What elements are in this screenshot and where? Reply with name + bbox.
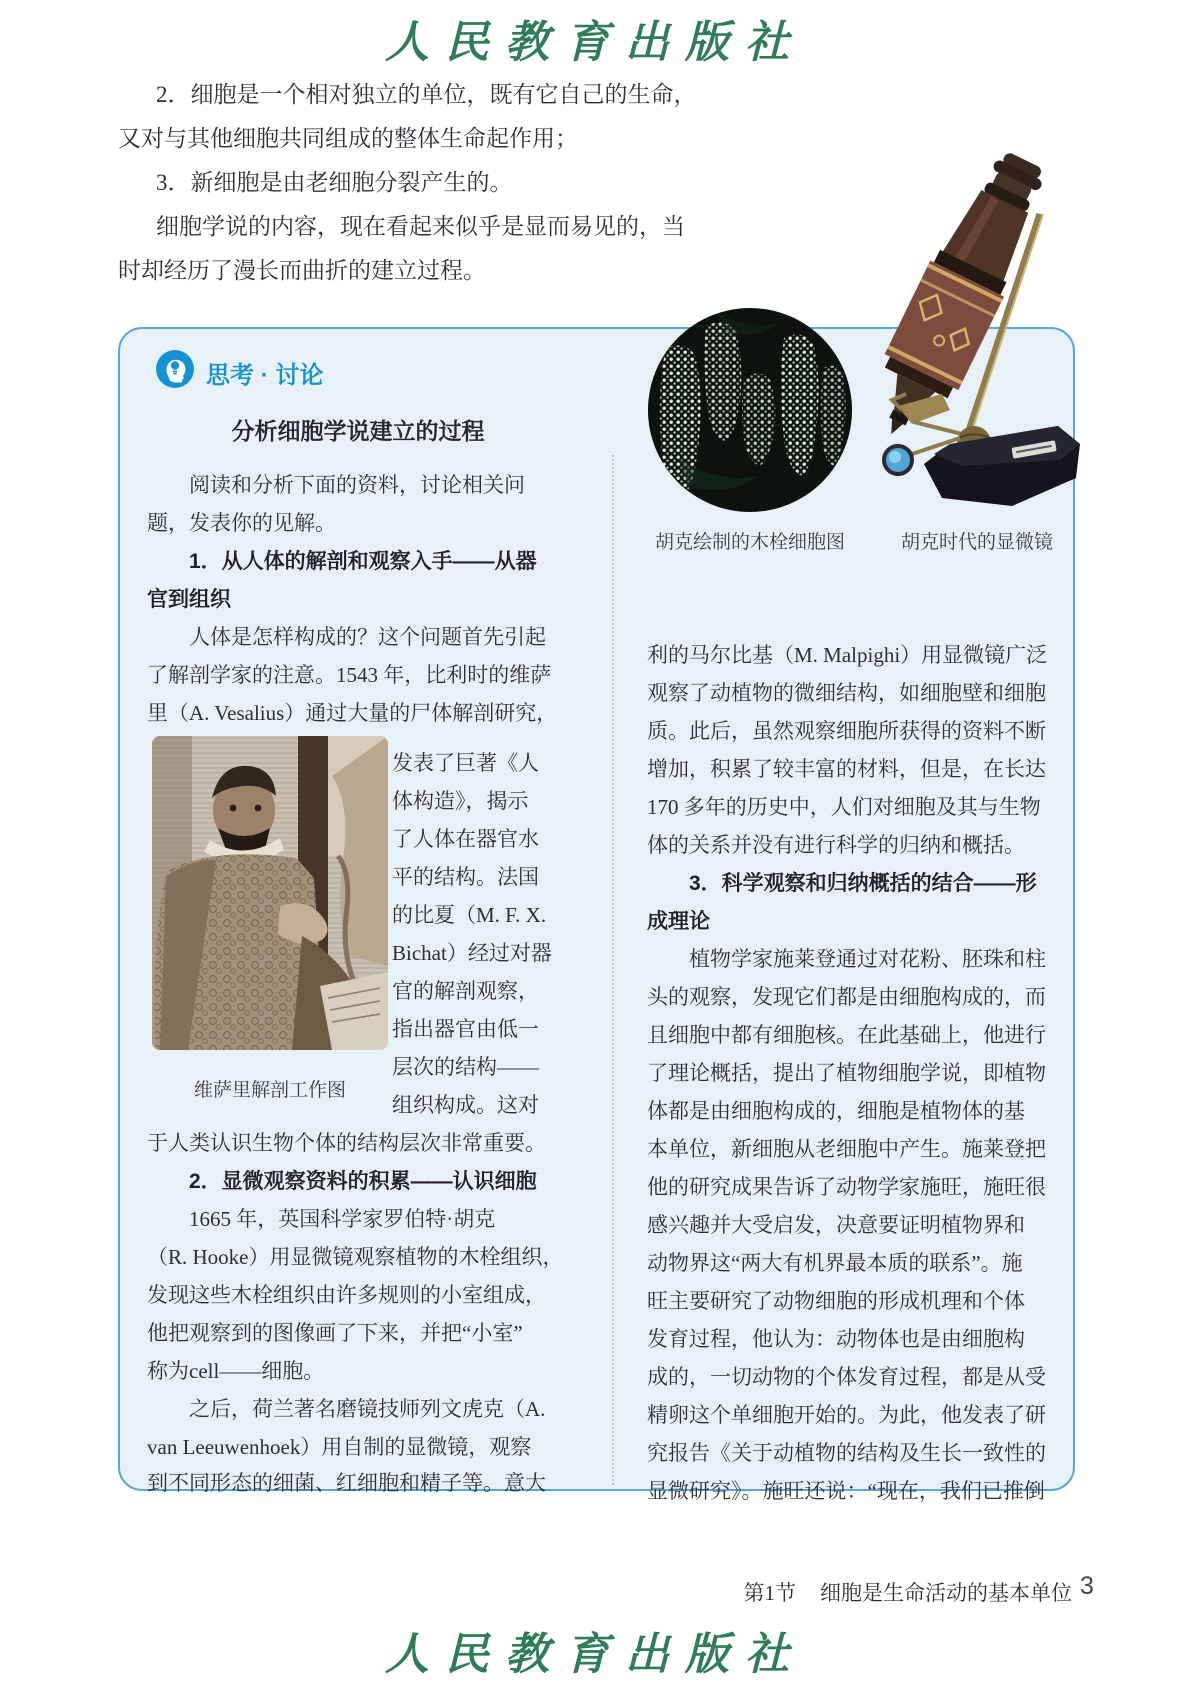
text-line: 了理论概括，提出了植物细胞学说，即植物 — [647, 1061, 1046, 1085]
column-divider — [612, 455, 614, 1485]
footer-chapter-title: 细胞是生命活动的基本单位 — [820, 1581, 1072, 1605]
text-line: Bichat）经过对器 — [392, 941, 552, 965]
microscope-caption: 胡克时代的显微镜 — [900, 532, 1053, 553]
text-line: 头的观察，发现它们都是由细胞构成的，而 — [647, 985, 1046, 1009]
text-line: 于人类认识生物个体的结构层次非常重要。 — [147, 1131, 546, 1155]
text-line: （R. Hooke）用显微镜观察植物的木栓组织， — [147, 1245, 564, 1269]
text-line: 精卵这个单细胞开始的。为此，他发表了研 — [647, 1403, 1046, 1427]
text-line: 质。此后，虽然观察细胞所获得的资料不断 — [647, 719, 1046, 743]
text-line: 平的结构。法国 — [392, 865, 539, 889]
footer-page-number: 3 — [1080, 1572, 1094, 1600]
publisher-logo-bottom: 人民教育出版社 — [385, 1629, 805, 1680]
text-line: 旺主要研究了动物细胞的形成机理和个体 — [647, 1289, 1025, 1313]
text-line: 感兴趣并大受启发，决意要证明植物界和 — [647, 1213, 1025, 1237]
text-line: 阅读和分析下面的资料，讨论相关问 — [189, 473, 525, 497]
text-line: 了人体在器官水 — [392, 827, 539, 851]
subheading: 成理论 — [647, 910, 710, 933]
text-line: 且细胞中都有细胞核。在此基础上，他进行 — [647, 1023, 1046, 1047]
text-line: 究报告《关于动植物的结构及生长一致性的 — [647, 1441, 1046, 1465]
text-line: 到不同形态的细菌、红细胞和精子等。意大 — [147, 1471, 546, 1495]
subheading: 3．科学观察和归纳概括的结合——形 — [689, 872, 1037, 895]
text-line: 发现这些木栓组织由许多规则的小室组成， — [147, 1283, 546, 1307]
text-line: 成的，一切动物的个体发育过程，都是从受 — [647, 1365, 1046, 1389]
hooke-caption: 胡克绘制的木栓细胞图 — [654, 532, 845, 553]
publisher-logo-top: 人民教育出版社 — [385, 17, 805, 68]
text-line: 又对与其他细胞共同组成的整体生命起作用； — [118, 126, 578, 151]
text-line: 题，发表你的见解。 — [147, 511, 336, 535]
hooke-cork-cells-image — [648, 308, 852, 512]
text-line: 时却经历了漫长而曲折的建立过程。 — [118, 258, 486, 283]
text-line: 170 多年的历史中，人们对细胞及其与生物 — [647, 795, 1041, 819]
text-line: 植物学家施莱登通过对花粉、胚珠和柱 — [689, 947, 1046, 971]
footer-section-label: 第1节 — [743, 1581, 796, 1605]
text-line: 指出器官由低一 — [392, 1017, 539, 1041]
text-line: 体都是由细胞构成的，细胞是植物体的基 — [647, 1099, 1025, 1123]
text-line: 增加，积累了较丰富的材料，但是，在长达 — [647, 757, 1046, 781]
text-line: 他把观察到的图像画了下来，并把“小室” — [147, 1321, 523, 1345]
text-line: 发表了巨著《人 — [392, 751, 539, 775]
text-line: 官的解剖观察， — [392, 979, 539, 1003]
thinking-head-lightbulb-icon — [156, 350, 194, 388]
text-line: 3．新细胞是由老细胞分裂产生的。 — [156, 170, 513, 195]
text-line: 显微研究》。施旺还说：“现在，我们已推倒 — [647, 1479, 1045, 1503]
text-line: 本单位，新细胞从老细胞中产生。施莱登把 — [647, 1137, 1046, 1161]
text-line: 发育过程，他认为：动物体也是由细胞构 — [647, 1327, 1025, 1351]
text-line: 里（A. Vesalius）通过大量的尸体解剖研究， — [147, 701, 558, 725]
text-line: 他的研究成果告诉了动物学家施旺，施旺很 — [647, 1175, 1046, 1199]
text-line: 之后，荷兰著名磨镜技师列文虎克（A. — [189, 1397, 546, 1421]
text-line: 层次的结构—— — [392, 1055, 539, 1079]
antique-microscope-image — [862, 148, 1090, 518]
vesalius-caption: 维萨里解剖工作图 — [193, 1080, 346, 1101]
footer — [560, 1577, 1072, 1607]
section-tag-label: 思考 · 讨论 — [206, 362, 324, 389]
text-line: 的比夏（M. F. X. — [392, 903, 547, 927]
text-line: 体的关系并没有进行科学的归纳和概括。 — [647, 833, 1025, 857]
subheading: 2．显微观察资料的积累——认识细胞 — [189, 1170, 537, 1193]
text-line: 细胞学说的内容，现在看起来似乎是显而易见的，当 — [156, 214, 685, 239]
text-line: 动物界这“两大有机界最本质的联系”。施 — [647, 1251, 1023, 1275]
text-line: 称为cell——细胞。 — [147, 1359, 325, 1383]
text-line: van Leeuwenhoek）用自制的显微镜，观察 — [147, 1435, 532, 1459]
text-line: 观察了动植物的微细结构，如细胞壁和细胞 — [647, 681, 1046, 705]
text-line: 了解剖学家的注意。1543 年，比利时的维萨 — [147, 663, 552, 687]
text-line: 体构造》，揭示 — [392, 789, 529, 813]
text-line: 人体是怎样构成的？这个问题首先引起 — [189, 625, 546, 649]
text-line: 利的马尔比基（M. Malpighi）用显微镜广泛 — [647, 643, 1048, 667]
subheading: 1．从人体的解剖和观察入手——从器 — [189, 550, 537, 573]
vesalius-anatomy-image — [152, 736, 388, 1050]
text-line: 1665 年，英国科学家罗伯特·胡克 — [189, 1207, 496, 1231]
subheading: 官到组织 — [147, 588, 231, 611]
text-line: 组织构成。这对 — [392, 1093, 539, 1117]
activity-title: 分析细胞学说建立的过程 — [231, 418, 485, 444]
text-line: 2．细胞是一个相对独立的单位，既有它自己的生命， — [156, 82, 697, 107]
